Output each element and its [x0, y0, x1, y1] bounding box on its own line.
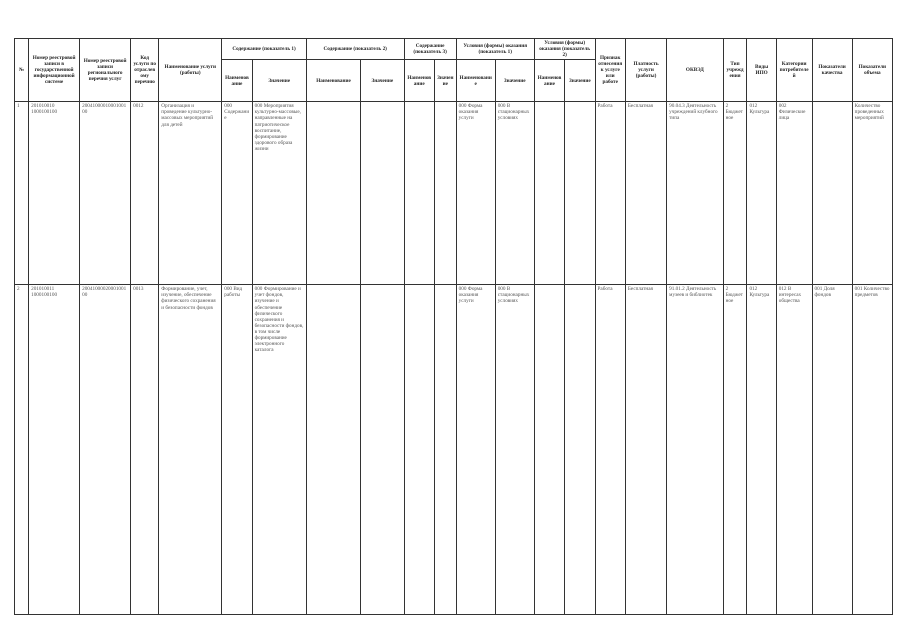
- header-okved: ОКВЭД: [667, 39, 723, 102]
- cell-service-code: 0013: [131, 285, 159, 615]
- cell-okved: 91.01.2 Деятельность музеев и библиотек: [667, 285, 723, 615]
- cell-regional-record: 2004100001000100100: [80, 102, 131, 285]
- header-service-name: Наименование услуги (работы): [159, 39, 222, 102]
- cell-conditions1-value: 000 В стационарных условиях: [495, 285, 534, 615]
- cell-volume-indicators: Количество проведенных мероприятий: [852, 102, 892, 285]
- header-payment: Платность услуги (работы): [625, 39, 666, 102]
- cell-conditions2-name: [534, 285, 564, 615]
- header-num: №: [15, 39, 29, 102]
- cell-gis-record: 201010010 1000100100: [29, 102, 80, 285]
- subheader-c8-name: Наименование: [456, 60, 495, 102]
- cell-volume-indicators: 001 Количество предметов: [852, 285, 892, 615]
- registry-table-sheet: [14, 38, 893, 615]
- header-gis-record: Номер реестровой записи в государственной информационной системе: [29, 39, 80, 102]
- cell-quality-indicators: 001 Доля фондов: [812, 285, 852, 615]
- cell-gis-record: 201010011 1000100100: [29, 285, 80, 615]
- cell-consumer-categories: 002 Физические лица: [776, 102, 812, 285]
- subheader-c9-name: Наименование: [534, 60, 564, 102]
- registry-table: [14, 38, 893, 615]
- cell-num: 1: [15, 102, 29, 285]
- subheader-c8-value: Значение: [495, 60, 534, 102]
- cell-okved: 90.04.3 Деятельность учреждений клубного типа: [667, 102, 723, 285]
- cell-content2-value: [361, 102, 404, 285]
- header-quality-indicators: Показатели качества: [812, 39, 852, 102]
- header-volume-indicators: Показатели объема: [852, 39, 892, 102]
- cell-institution-type: 2 Бюджетное: [723, 102, 747, 285]
- cell-attribute: Работа: [595, 285, 625, 615]
- cell-content1-name: 000 Содержание: [222, 102, 252, 285]
- cell-conditions1-value: 000 В стационарных условиях: [495, 102, 534, 285]
- cell-content1-value: 000 Формирование и учет фондов, изучение и обеспечение физического сохранения и безопасности фондов, в том числе формирование электронного каталога: [252, 285, 306, 615]
- header-attribute: Признак отнесения к услуге или работе: [595, 39, 625, 102]
- cell-content2-name: [306, 102, 360, 285]
- header-ipo-types: Виды ИПО: [747, 39, 776, 102]
- subheader-c9-value: Значение: [565, 60, 595, 102]
- cell-institution-type: 2 Бюджетное: [723, 285, 747, 615]
- subheader-c7-value: Значение: [434, 60, 456, 102]
- header-consumer-categories: Категории потребителей: [776, 39, 812, 102]
- cell-regional-record: 2004100002000100100: [80, 285, 131, 615]
- cell-content2-name: [306, 285, 360, 615]
- cell-ipo-types: 012 Культура: [747, 102, 776, 285]
- header-content-3: Содержание (показатель 3): [404, 39, 456, 60]
- cell-content1-value: 000 Мероприятия культурно-массовые, направленные на патриотическое воспитание, формирование здорового образа жизни: [252, 102, 306, 285]
- cell-service-name: Организация и проведение культурно-массовых мероприятий для детей: [159, 102, 222, 285]
- header-institution-type: Тип учреждения: [723, 39, 747, 102]
- cell-service-name: Формирование, учет, изучение, обеспечение физического сохранения и безопасности фондов: [159, 285, 222, 615]
- cell-ipo-types: 012 Культура: [747, 285, 776, 615]
- subheader-c6-name: Наименование: [306, 60, 360, 102]
- table-row: [15, 285, 893, 615]
- cell-quality-indicators: [812, 102, 852, 285]
- cell-conditions2-value: [565, 102, 595, 285]
- cell-attribute: Работа: [595, 102, 625, 285]
- header-conditions-2: Условия (формы) оказания (показатель 2): [534, 39, 595, 60]
- cell-payment: Бесплатная: [625, 102, 666, 285]
- cell-conditions2-value: [565, 285, 595, 615]
- header-content-2: Содержание (показатель 2): [306, 39, 404, 60]
- header-content-1: Содержание (показатель 1): [222, 39, 307, 60]
- cell-content3-value: [434, 102, 456, 285]
- cell-content2-value: [361, 285, 404, 615]
- header-conditions-1: Условия (формы) оказания (показатель 1): [456, 39, 534, 60]
- cell-content3-name: [404, 102, 434, 285]
- cell-payment: Бесплатная: [625, 285, 666, 615]
- cell-content3-value: [434, 285, 456, 615]
- cell-content1-name: 000 Вид работы: [222, 285, 252, 615]
- subheader-c7-name: Наименование: [404, 60, 434, 102]
- cell-conditions2-name: [534, 102, 564, 285]
- table-row: [15, 102, 893, 285]
- subheader-c5-name: Наименование: [222, 60, 252, 102]
- subheader-c6-value: Значение: [361, 60, 404, 102]
- cell-conditions1-name: 000 Форма оказания услуги: [456, 102, 495, 285]
- header-regional-record: Номер реестровой записи регионального перечня услуг: [80, 39, 131, 102]
- cell-consumer-categories: 012 В интересах общества: [776, 285, 812, 615]
- cell-conditions1-name: 000 Форма оказания услуги: [456, 285, 495, 615]
- header-service-code: Код услуги по отраслевому перечню: [131, 39, 159, 102]
- cell-num: 2: [15, 285, 29, 615]
- cell-content3-name: [404, 285, 434, 615]
- cell-service-code: 0012: [131, 102, 159, 285]
- subheader-c5-value: Значение: [252, 60, 306, 102]
